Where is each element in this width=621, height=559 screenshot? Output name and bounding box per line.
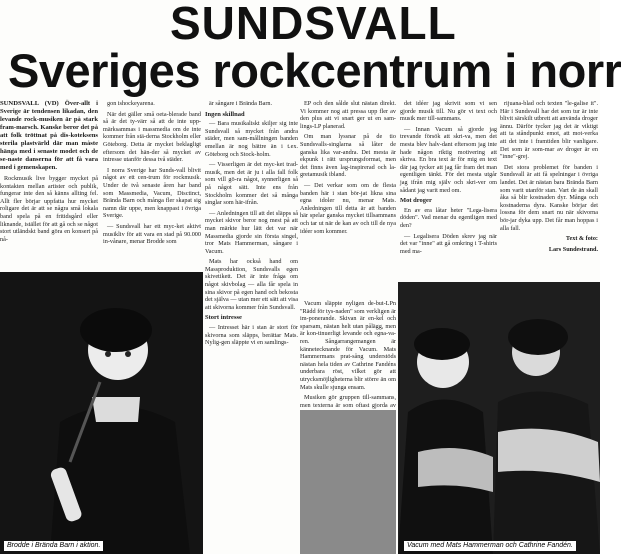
- body-paragraph: — Legalisera Döden skrev jag när det var "inne" att gå omkring i T-shirts med ma-: [400, 232, 497, 255]
- body-paragraph: Rockmusik live bygger mycket på kontakten mellan artister och publik, fungerar inte den så känns allting fel. Allt fler börjar uppfatta hur mycket roligare det är att se några små lokala band spela på en fritidsgård eller liknande, istället för att gå och se något stort utländskt band göra en konsert på nå-: [0, 175, 98, 243]
- main-headline: Sveriges rockcentrum i norr: [8, 44, 621, 97]
- lead-paragraph: SUNDSVALL (VD) Över-allt i Sverige är tendensen likadan, den levande rock-musiken är på stark fram-marsch. Kanske beror det på att folk tröttnat på dis-koteksens sterila plastvärld där man måste hänga med i senaste modet och de se-naste danserna för att få vara med i gemenskapen.: [0, 100, 98, 171]
- photo-caption-right: Vacum med Mats Hammerman och Cathrine Fandén.: [404, 541, 576, 551]
- body-paragraph: — Visserligen är det myc-ket trad-musik, men det är ju i alla fall folk som vill gö-ra något, synnerligen så på något sätt. Inte ens från Stockholm kommer det så många singlar som här-ifrån.: [205, 161, 298, 207]
- article-column-5: [400, 100, 497, 280]
- subheading: Stort intresse: [205, 314, 242, 322]
- kicker-headline: SUNDSVALL: [170, 0, 457, 49]
- singer-silhouette-image: [0, 272, 203, 554]
- body-paragraph: En av era låtar heter "Lega-lisera döden". Vad menar du egentligen med den?: [400, 206, 497, 229]
- body-paragraph: I norra Sverige har Sunds-vall blivit något av ett cen-trum för rockmusik. Under de två senaste åren har band som Massmedia, Vacum, Disctinct, Brända Barn och många fler skapat sig namn där uppe, men knappast i övriga Sverige.: [103, 166, 201, 220]
- subheading: Ingen skillnad: [205, 110, 245, 118]
- body-paragraph: Om man lyssnar på de tio Sundsvalls-singlarna så låter de ganska lika var-andra. Det mesta är ekpunk i rätt ursprungsformat, men det finns även lag-inspirerad och la-gretamusik ibland.: [300, 133, 396, 179]
- body-paragraph: När det gäller små oeta-blerade band så är det ty-värr så att de inte upp-märksammas i massmedia om de inte kommer från stä-derna Stockholm eller Göteborg. Detta är mycket beklagligt eftersom det hän-der så mycket av intresse utanför dessa två städer.: [103, 110, 201, 164]
- article-column-4: [300, 100, 396, 302]
- body-paragraph: är sångare i Brända Barn.: [209, 100, 273, 107]
- body-paragraph: det idéer jag skrivit som vi sen gjorde musik till. Nu gör vi text och musik mer till-sammans.: [400, 100, 497, 123]
- photo-credit-label: Text & foto:: [565, 235, 598, 243]
- band-performing-image: [398, 282, 600, 554]
- concert-photo-brodde: [0, 272, 203, 554]
- article-column-4b: [300, 300, 396, 408]
- body-paragraph: Musiken gör gruppen till-sammans, men texterna är som oftast gjorda av: [300, 394, 396, 409]
- body-paragraph: — Det verkar som om de flesta banden här i stan bör-jat likna sina egna idoler nu, menar Mats. Anledningen till detta är att banden här spelar ganska mycket tillsammans och tar ut när de kan av och till de nya idéer som kommer.: [300, 181, 396, 235]
- body-paragraph: — Anledningen till att det släpps så mycket skivor beror nog mest på att man märkte hur lätt det var när Massmedia gjorde sin första singel, tror Mats Hammerman, sångare i Vacum.: [205, 209, 298, 255]
- body-paragraph: — Bara musikaliskt skiljer sig inte Sundsvall så mycket från andra städer, men sam-mållningen banden emellan är nog bättre än i t.ex. Göteborg och Stock-holm.: [205, 120, 298, 158]
- grey-photo-block: [300, 410, 396, 554]
- photo-caption-left: Brodde i Brända Barn i aktion.: [4, 541, 103, 551]
- body-paragraph: — Sundsvall har ett myc-ket aktivt musikliv för att vara en stad på 90.000 in-vånare, menar Brodde som: [103, 222, 201, 246]
- concert-photo-vacum: [398, 282, 600, 554]
- body-paragraph: Det stora problemet för banden i Sundsvall är att få spelningar i övriga landet. Det är nästan bara Brända Barn som varit utanför stan. Vart de än skall åka så blir kostnaden dyr. Många och kostnaderna dyra. Kanske börjar det lossna för dem snart nu när skivorna bör-jar dyka upp. Det får man hoppas i alla fall.: [500, 163, 598, 232]
- article-column-6: [500, 100, 598, 280]
- body-paragraph: gon ishockeyarena.: [107, 100, 155, 107]
- photo-credit-name: Lars Sundestrand.: [548, 245, 598, 253]
- body-paragraph: Mats har också hand om Massproduktion, Sundsvalls egen skivetikett. Det är inte fråga om något skivbolag — alla får spela in sina skivor på egen hand och bekosta det själva — utan mer ett sätt att visa att skivorna kommer från Sundsvall.: [205, 258, 298, 311]
- body-paragraph: — Innan Vacum så gjorde jag trevande försök att skri-va, men det mesta blev halv-dant eftersom jag inte hade någon riktig motivering att skriva. En bra text är för mig en text där jag tycker att jag får fram det man egentligen tänkt. För det mesta utgår jag ifrån mig själv och skri-ver om sådant jag varit med om.: [400, 125, 497, 194]
- article-column-2: [103, 100, 201, 270]
- subheading: Mot droger: [400, 197, 432, 205]
- article-column-1: [0, 100, 98, 270]
- body-paragraph: Vacum släppte nyligen de-but-LPn "Rädd för tys-naden" som verkligen är im-ponerande. Skivan är en-kel och sparsam, nästan helt utan pålägg, men är kon-tinuerligt levande och egna-va-ren. Sångarrangemangen är kännetecknande för Vacum. Mats Hammermans prat-sång understöds nästan hela tiden av Cathrine Fandéns underbara röst, vilket gör att utrycksmöjligheterna blir större än om Mats skulle sjunga ensam.: [300, 300, 396, 391]
- body-paragraph: EP och den sålde slut nästan direkt. Vi kommer nog att pressa upp fler av den plus att vi snart ger ut en sam-lings-LP planerad.: [300, 100, 396, 130]
- body-paragraph: rijuana-blad och texten "le-galise it". Här i Sundsvall har det som tur är inte blivit särskilt utbrett att använda droger ännu. Därför tycker jag det är viktigt att ta ståndpunkt emot, att mot-verka att det inte i framtiden blir vanligare. Det som är som-mar av droger är en "inne"-grej.: [500, 100, 598, 161]
- article-column-3: [205, 100, 298, 550]
- body-paragraph: — Intresset här i stan är stort för skivorna som släpps, berättar Mats. Nylig-gen släppte vi en samlings-: [205, 324, 298, 347]
